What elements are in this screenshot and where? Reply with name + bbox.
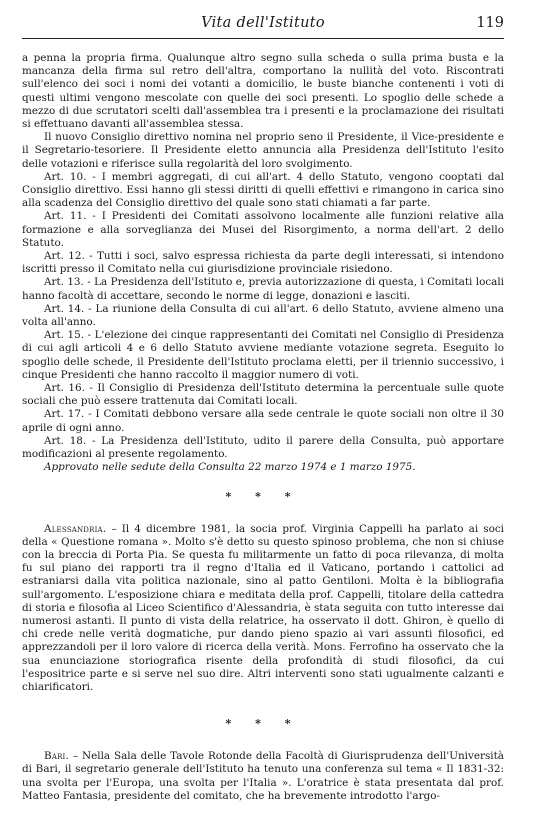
paragraph-continuation: a penna la propria firma. Qualunque altro segno sulla scheda o sulla prima busta e la mancanza della firma sul retro dell'altra, comportano la nullità del voto. Riscontrati sull'elenco dei soci i nomi dei votanti a domicilio, le buste bianche contenenti i voti di questi ultimi vengono mescolate con quelle dei soci presenti. Lo spoglio delle schede a mezzo di due scrutatori scelti dall'assemblea tra i presenti e la proclamazione dei risultati si effettuano davanti all'assemblea stessa. <box>22 52 504 131</box>
running-header <box>22 8 504 39</box>
approval-note: Approvato nelle sedute della Consulta 22 marzo 1974 e 1 marzo 1975. <box>44 461 416 474</box>
page-number: 119 <box>476 15 504 31</box>
article-17: Art. 17. - I Comitati debbono versare alla sede centrale le quote sociali non oltre il 30 aprile di ogni anno. <box>22 408 504 434</box>
section-separator: * * * <box>225 489 301 503</box>
article-16: Art. 16. - Il Consiglio di Presidenza dell'Istituto determina la percentuale sulle quote sociali che può essere trattenuta dai Comitati locali. <box>22 382 504 408</box>
place-name-bari: Bari. <box>44 750 70 763</box>
article-12: Art. 12. - Tutti i soci, salvo espressa richiesta da parte degli interessati, si intendono iscritti presso il Comitato nella cui giurisdizione provinciale risiedono. <box>22 250 504 276</box>
article-11: Art. 11. - I Presidenti dei Comitati assolvono localmente alle funzioni relative alla formazione e alla sorveglianza dei Musei del Risorgimento, a norma dell'art. 2 dello Statuto. <box>22 210 504 249</box>
section-alessandria <box>22 523 504 695</box>
bari-text: – Nella Sala delle Tavole Rotonde della Facoltà di Giurisprudenza dell'Università di Bari, il segretario generale dell'Istituto ha tenuto una conferenza sul tema « Il 1831-32: una svolta per l'Europa, una svolta per l'Italia ». L'oratrice è stata presentata dal prof. Matteo Fantasia, presidente del comitato, che ha brevemente introdotto l'argo- <box>22 750 504 802</box>
article-10: Art. 10. - I membri aggregati, di cui all'art. 4 dello Statuto, vengono cooptati dal Consiglio direttivo. Essi hanno gli stessi diritti di quelli effettivi e rimangono in carica sino alla scadenza del Consiglio direttivo del quale sono stati chiamati a far parte. <box>22 170 504 210</box>
page-body <box>22 52 504 803</box>
paragraph-council: Il nuovo Consiglio direttivo nomina nel proprio seno il Presidente, il Vice-presidente e il Segretario-tesoriere. Il Presidente eletto annuncia alla Presidenza dell'Istituto l'esito delle votazioni e riferisce sulla regolarità del loro svolgimento. <box>22 131 504 170</box>
article-14: Art. 14. - La riunione della Consulta di cui all'art. 6 dello Statuto, avviene almeno una volta all'anno. <box>22 302 504 329</box>
article-15: Art. 15. - L'elezione dei cinque rappresentanti dei Comitati nel Consiglio di Presidenza di cui agli articoli 4 e 6 dello Statuto avviene mediante votazione segreta. Eseguito lo spoglio delle schede, il Presidente dell'Istituto proclama eletti, per il triennio successivo, i cinque Presidenti che hanno raccolto il maggior numero di voti. <box>22 329 504 381</box>
place-name-alessandria: Alessandria. <box>44 522 107 535</box>
running-title: Vita dell'Istituto <box>201 15 325 31</box>
article-13: Art. 13. - La Presidenza dell'Istituto e, previa autorizzazione di questa, i Comitati locali hanno facoltà di accettare, secondo le norme di legge, donazioni e lasciti. <box>22 276 504 302</box>
article-18: Art. 18. - La Presidenza dell'Istituto, udito il parere della Consulta, può apportare modificazioni al presente regolamento. <box>22 434 504 461</box>
section-separator: * * * <box>225 717 301 731</box>
alessandria-text: – Il 4 dicembre 1981, la socia prof. Virginia Cappelli ha parlato ai soci della « Questione romana ». Molto s'è detto su questo spinoso problema, che non si chiuse con la breccia di Porta Pia. Se questa fu militarmente un fatto di poca rilevanza, di molta fu sul piano dei rapporti tra il regno d'Italia ed il Vaticano, portando i cattolici ad estraniarsi dalla vita politica nazionale, sino al patto Gentiloni. Molta è la bibliografia sull'argomento. L'esposizione chiara e meditata della prof. Cappelli, titolare della cattedra di storia e filosofia al Liceo Scientifico d'Alessandria, è stata seguita con tutto interesse dai numerosi astanti. Il punto di vista della relatrice, ha osservato il dott. Ghiron, è quello di chi crede nelle verità dogmatiche, pur dando pieno spazio ai vari assunti filosofici, ed apprezzandoli per il loro valore di ricerca della verità. Mons. Ferrofino ha osservato che la sua enunciazione storiografica risente della profondità di studi filosofici, da cui l'espositrice parte e si serve nel suo dire. Altri interventi sono stati ugualmente calzanti e chiarificatori. <box>22 522 504 693</box>
section-bari <box>22 750 504 803</box>
